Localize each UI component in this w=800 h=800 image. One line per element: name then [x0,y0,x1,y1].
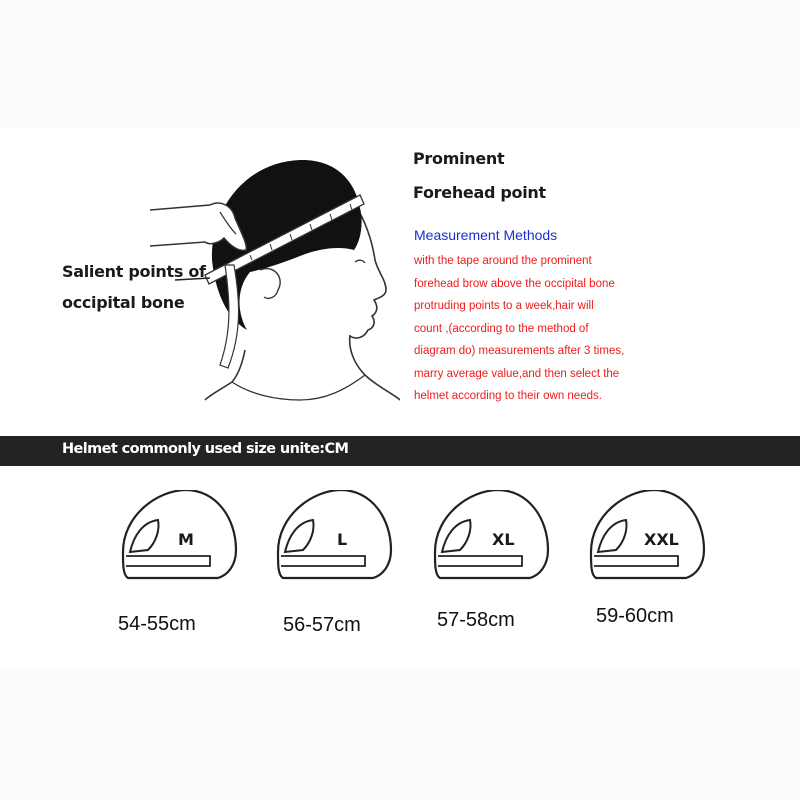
method-line: diagram do) measurements after 3 times, [414,345,625,357]
top-band [0,0,800,128]
method-line: helmet according to their own needs. [414,390,602,402]
size-range-xl: 57-58cm [437,609,515,631]
method-instructions [414,250,674,408]
helmet-size-l [273,490,393,590]
occipital-label [62,256,206,318]
size-range-m: 54-55cm [118,613,196,635]
forehead-label [413,142,546,210]
size-letter: XL [492,530,515,549]
helmet-icon [430,490,550,590]
bottom-band [0,668,800,800]
method-line: protruding points to a week,hair will [414,300,594,312]
forehead-label-line1: Prominent [413,149,505,168]
size-banner-text: Helmet commonly used size unite:CM [62,441,349,457]
size-letter: M [178,530,194,549]
size-range-xxl: 59-60cm [596,605,674,627]
helmet-icon [273,490,393,590]
occipital-label-line1: Salient points of [62,262,206,281]
helmet-size-xxl [586,490,706,590]
forehead-label-line2: Forehead point [413,183,546,202]
size-banner [0,436,800,466]
helmet-size-xl [430,490,550,590]
helmet-size-m [118,490,238,590]
method-title: Measurement Methods [414,227,558,243]
occipital-label-line2: occipital bone [62,293,185,312]
method-line: marry average value,and then select the [414,367,620,380]
size-letter: XXL [644,530,679,549]
size-letter: L [337,530,348,549]
size-range-l: 56-57cm [283,614,361,636]
method-line: count ,(according to the method of [414,322,589,335]
method-line: forehead brow above the occipital bone [414,277,615,290]
method-line: with the tape around the prominent [414,255,592,267]
